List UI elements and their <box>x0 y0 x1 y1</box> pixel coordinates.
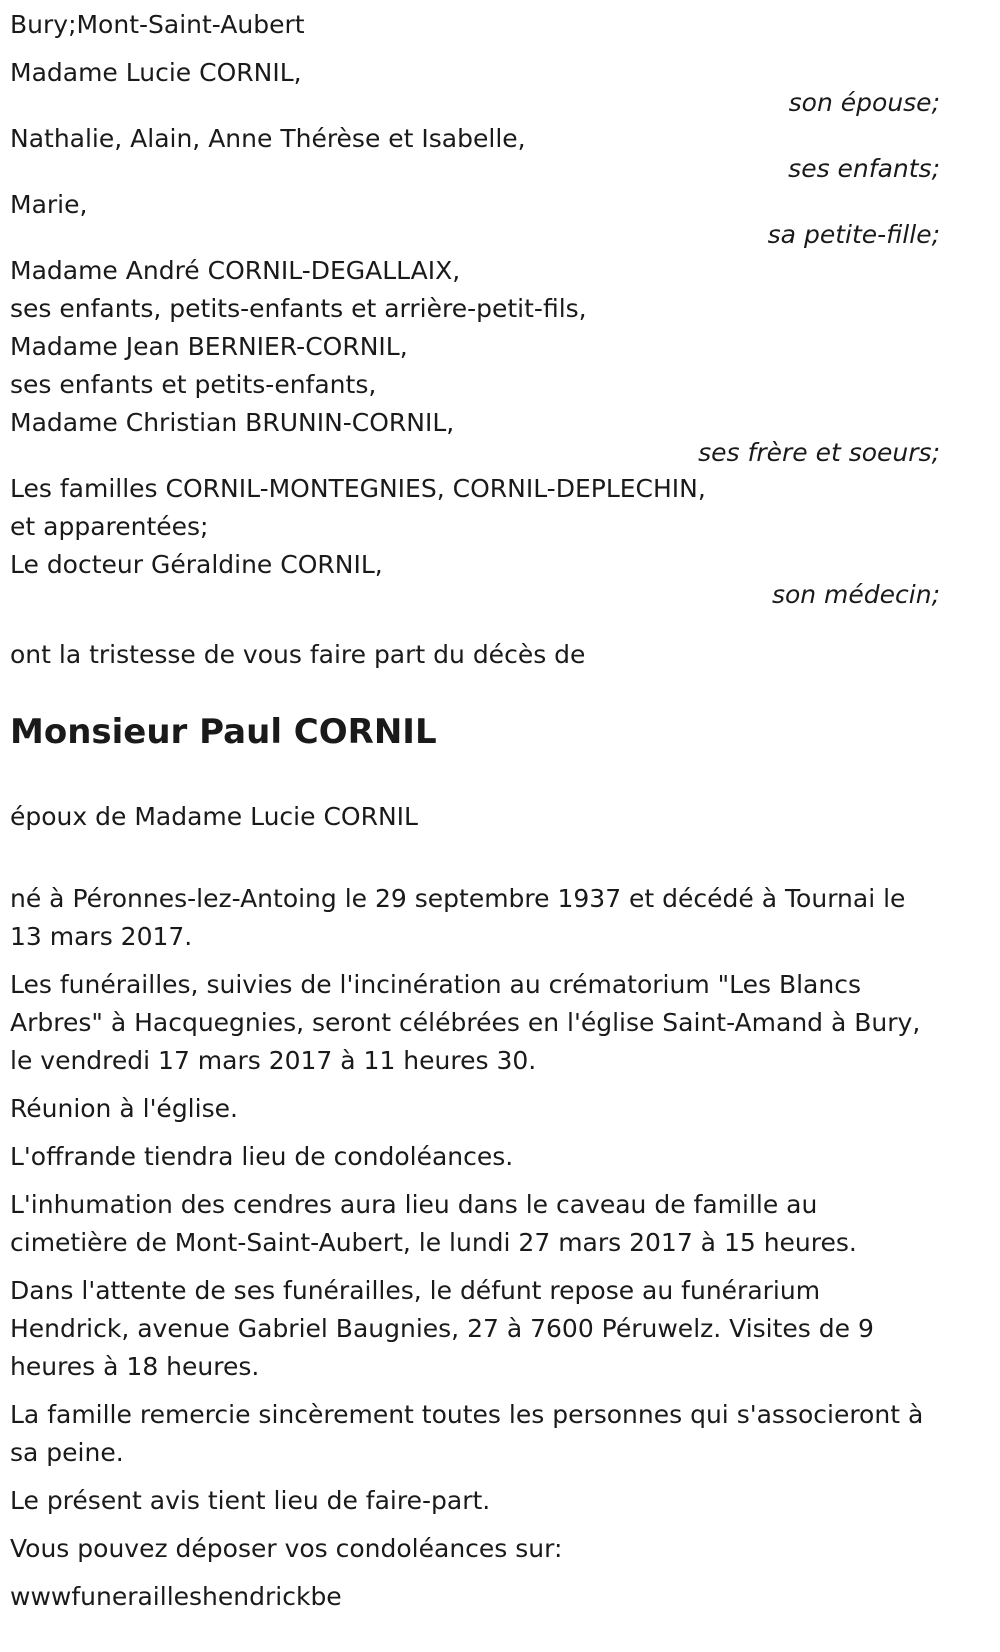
family-group-spouse <box>10 54 940 118</box>
family-name-line: Madame André CORNIL-DEGALLAIX, <box>10 256 461 285</box>
family-name-line: ses enfants et petits-enfants, <box>10 370 377 399</box>
obituary-notice <box>10 6 940 1616</box>
funeral-home-paragraph: Dans l'attente de ses funérailles, le défunt repose au funérarium Hendrick, avenue Gabriel Baugnies, 27 à 7600 Péruwelz. Visites de 9 heures à 18 heures. <box>10 1276 874 1381</box>
offering-paragraph: L'offrande tiendra lieu de condoléances. <box>10 1142 514 1171</box>
deceased-name: Monsieur Paul CORNIL <box>10 712 437 752</box>
family-role: ses frère et soeurs; <box>698 438 940 467</box>
thanks-paragraph: La famille remercie sincèrement toutes les personnes qui s'associeront à sa peine. <box>10 1400 924 1467</box>
family-role: sa petite-fille; <box>767 220 940 249</box>
condolences-paragraph: Vous pouvez déposer vos condoléances sur: <box>10 1534 563 1563</box>
family-group-children <box>10 120 940 184</box>
family-name-line: Nathalie, Alain, Anne Thérèse et Isabelle, <box>10 124 526 153</box>
family-group-siblings <box>10 252 940 468</box>
birth-death-paragraph: né à Péronnes-lez-Antoing le 29 septembre 1937 et décédé à Tournai le 13 mars 2017. <box>10 884 906 951</box>
family-name-line: ses enfants, petits-enfants et arrière-petit-fils, <box>10 294 587 323</box>
family-name-line: Madame Lucie CORNIL, <box>10 58 302 87</box>
family-role: ses enfants; <box>788 154 940 183</box>
family-name-line: Madame Christian BRUNIN-CORNIL, <box>10 408 455 437</box>
meeting-paragraph: Réunion à l'église. <box>10 1094 238 1123</box>
family-name-line: Le docteur Géraldine CORNIL, <box>10 550 383 579</box>
family-role: son épouse; <box>788 88 940 117</box>
burial-paragraph: L'inhumation des cendres aura lieu dans le caveau de famille au cimetière de Mont-Saint-Aubert, le lundi 27 mars 2017 à 15 heures. <box>10 1190 857 1257</box>
announcement-intro: ont la tristesse de vous faire part du décès de <box>10 640 586 669</box>
funeral-paragraph: Les funérailles, suivies de l'incinération au crématorium "Les Blancs Arbres" à Hacquegnies, seront célébrées en l'église Saint-Amand à Bury, le vendredi 17 mars 2017 à 11 heures 30. <box>10 970 921 1075</box>
notice-paragraph: Le présent avis tient lieu de faire-part. <box>10 1486 491 1515</box>
family-group-granddaughter <box>10 186 940 250</box>
family-name-line: et apparentées; <box>10 512 209 541</box>
family-role: son médecin; <box>771 580 940 609</box>
location-line: Bury;Mont-Saint-Aubert <box>10 10 305 39</box>
condolences-website: wwwfunerailleshendrickbe <box>10 1582 342 1611</box>
family-name-line: Les familles CORNIL-MONTEGNIES, CORNIL-DEPLECHIN, <box>10 474 706 503</box>
family-group-others <box>10 470 940 610</box>
spouse-line: époux de Madame Lucie CORNIL <box>10 802 418 831</box>
family-name-line: Madame Jean BERNIER-CORNIL, <box>10 332 408 361</box>
family-name-line: Marie, <box>10 190 88 219</box>
